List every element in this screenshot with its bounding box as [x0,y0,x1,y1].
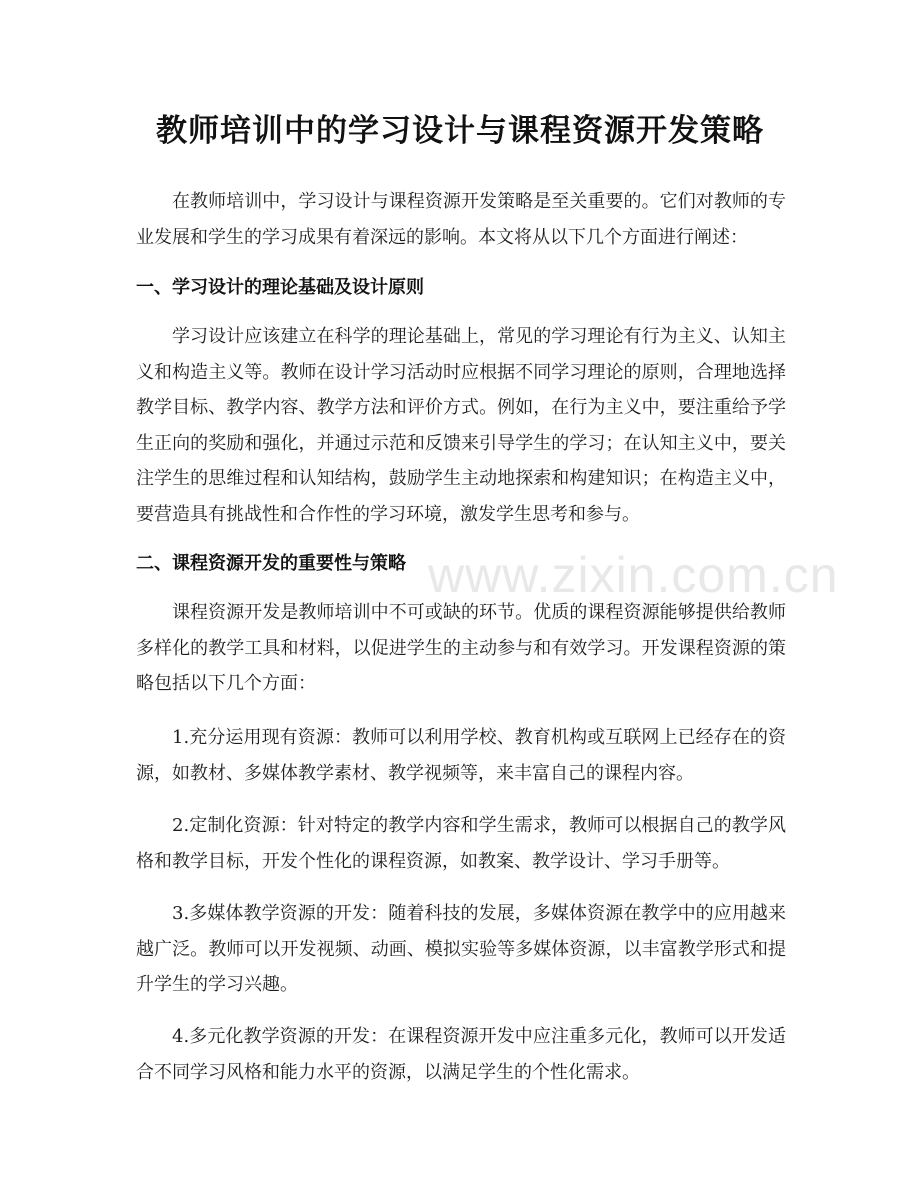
document-title: 教师培训中的学习设计与课程资源开发策略 [156,113,764,149]
section-2-heading: 二、课程资源开发的重要性与策略 [136,553,406,574]
list-item-3: 3.多媒体教学资源的开发：随着科技的发展，多媒体资源在教学中的应用越来越广泛。教师可以开发视频、动画、模拟实验等多媒体资源，以丰富教学形式和提升学生的学习兴趣。 [136,903,786,995]
watermark: www.zixin.com.cn [428,547,839,603]
list-item-4: 4.多元化教学资源的开发：在课程资源开发中应注重多元化，教师可以开发适合不同学习风格和能力水平的资源，以满足学生的个性化需求。 [136,1026,786,1083]
list-item-2: 2.定制化资源：针对特定的教学内容和学生需求，教师可以根据自己的教学风格和教学目标，开发个性化的课程资源，如教案、教学设计、学习手册等。 [136,815,786,872]
list-item-1: 1.充分运用现有资源：教师可以利用学校、教育机构或互联网上已经存在的资源，如教材、多媒体教学素材、教学视频等，来丰富自己的课程内容。 [136,727,786,784]
section-1-paragraph: 学习设计应该建立在科学的理论基础上，常见的学习理论有行为主义、认知主义和构造主义等。教师在设计学习活动时应根据不同学习理论的原则，合理地选择教学目标、教学内容、教学方法和评价方式。例如，在行为主义中，要注重给予学生正向的奖励和强化，并通过示范和反馈来引导学生的学习；在认知主义中，要关注学生的思维过程和认知结构，鼓励学生主动地探索和构建知识；在构造主义中，要营造具有挑战性和合作性的学习环境，激发学生思考和参与。 [136,326,786,525]
intro-paragraph: 在教师培训中，学习设计与课程资源开发策略是至关重要的。它们对教师的专业发展和学生的学习成果有着深远的影响。本文将从以下几个方面进行阐述： [136,191,786,248]
section-1-heading: 一、学习设计的理论基础及设计原则 [136,277,424,298]
section-2-paragraph: 课程资源开发是教师培训中不可或缺的环节。优质的课程资源能够提供给教师多样化的教学工具和材料，以促进学生的主动参与和有效学习。开发课程资源的策略包括以下几个方面： [136,602,786,694]
